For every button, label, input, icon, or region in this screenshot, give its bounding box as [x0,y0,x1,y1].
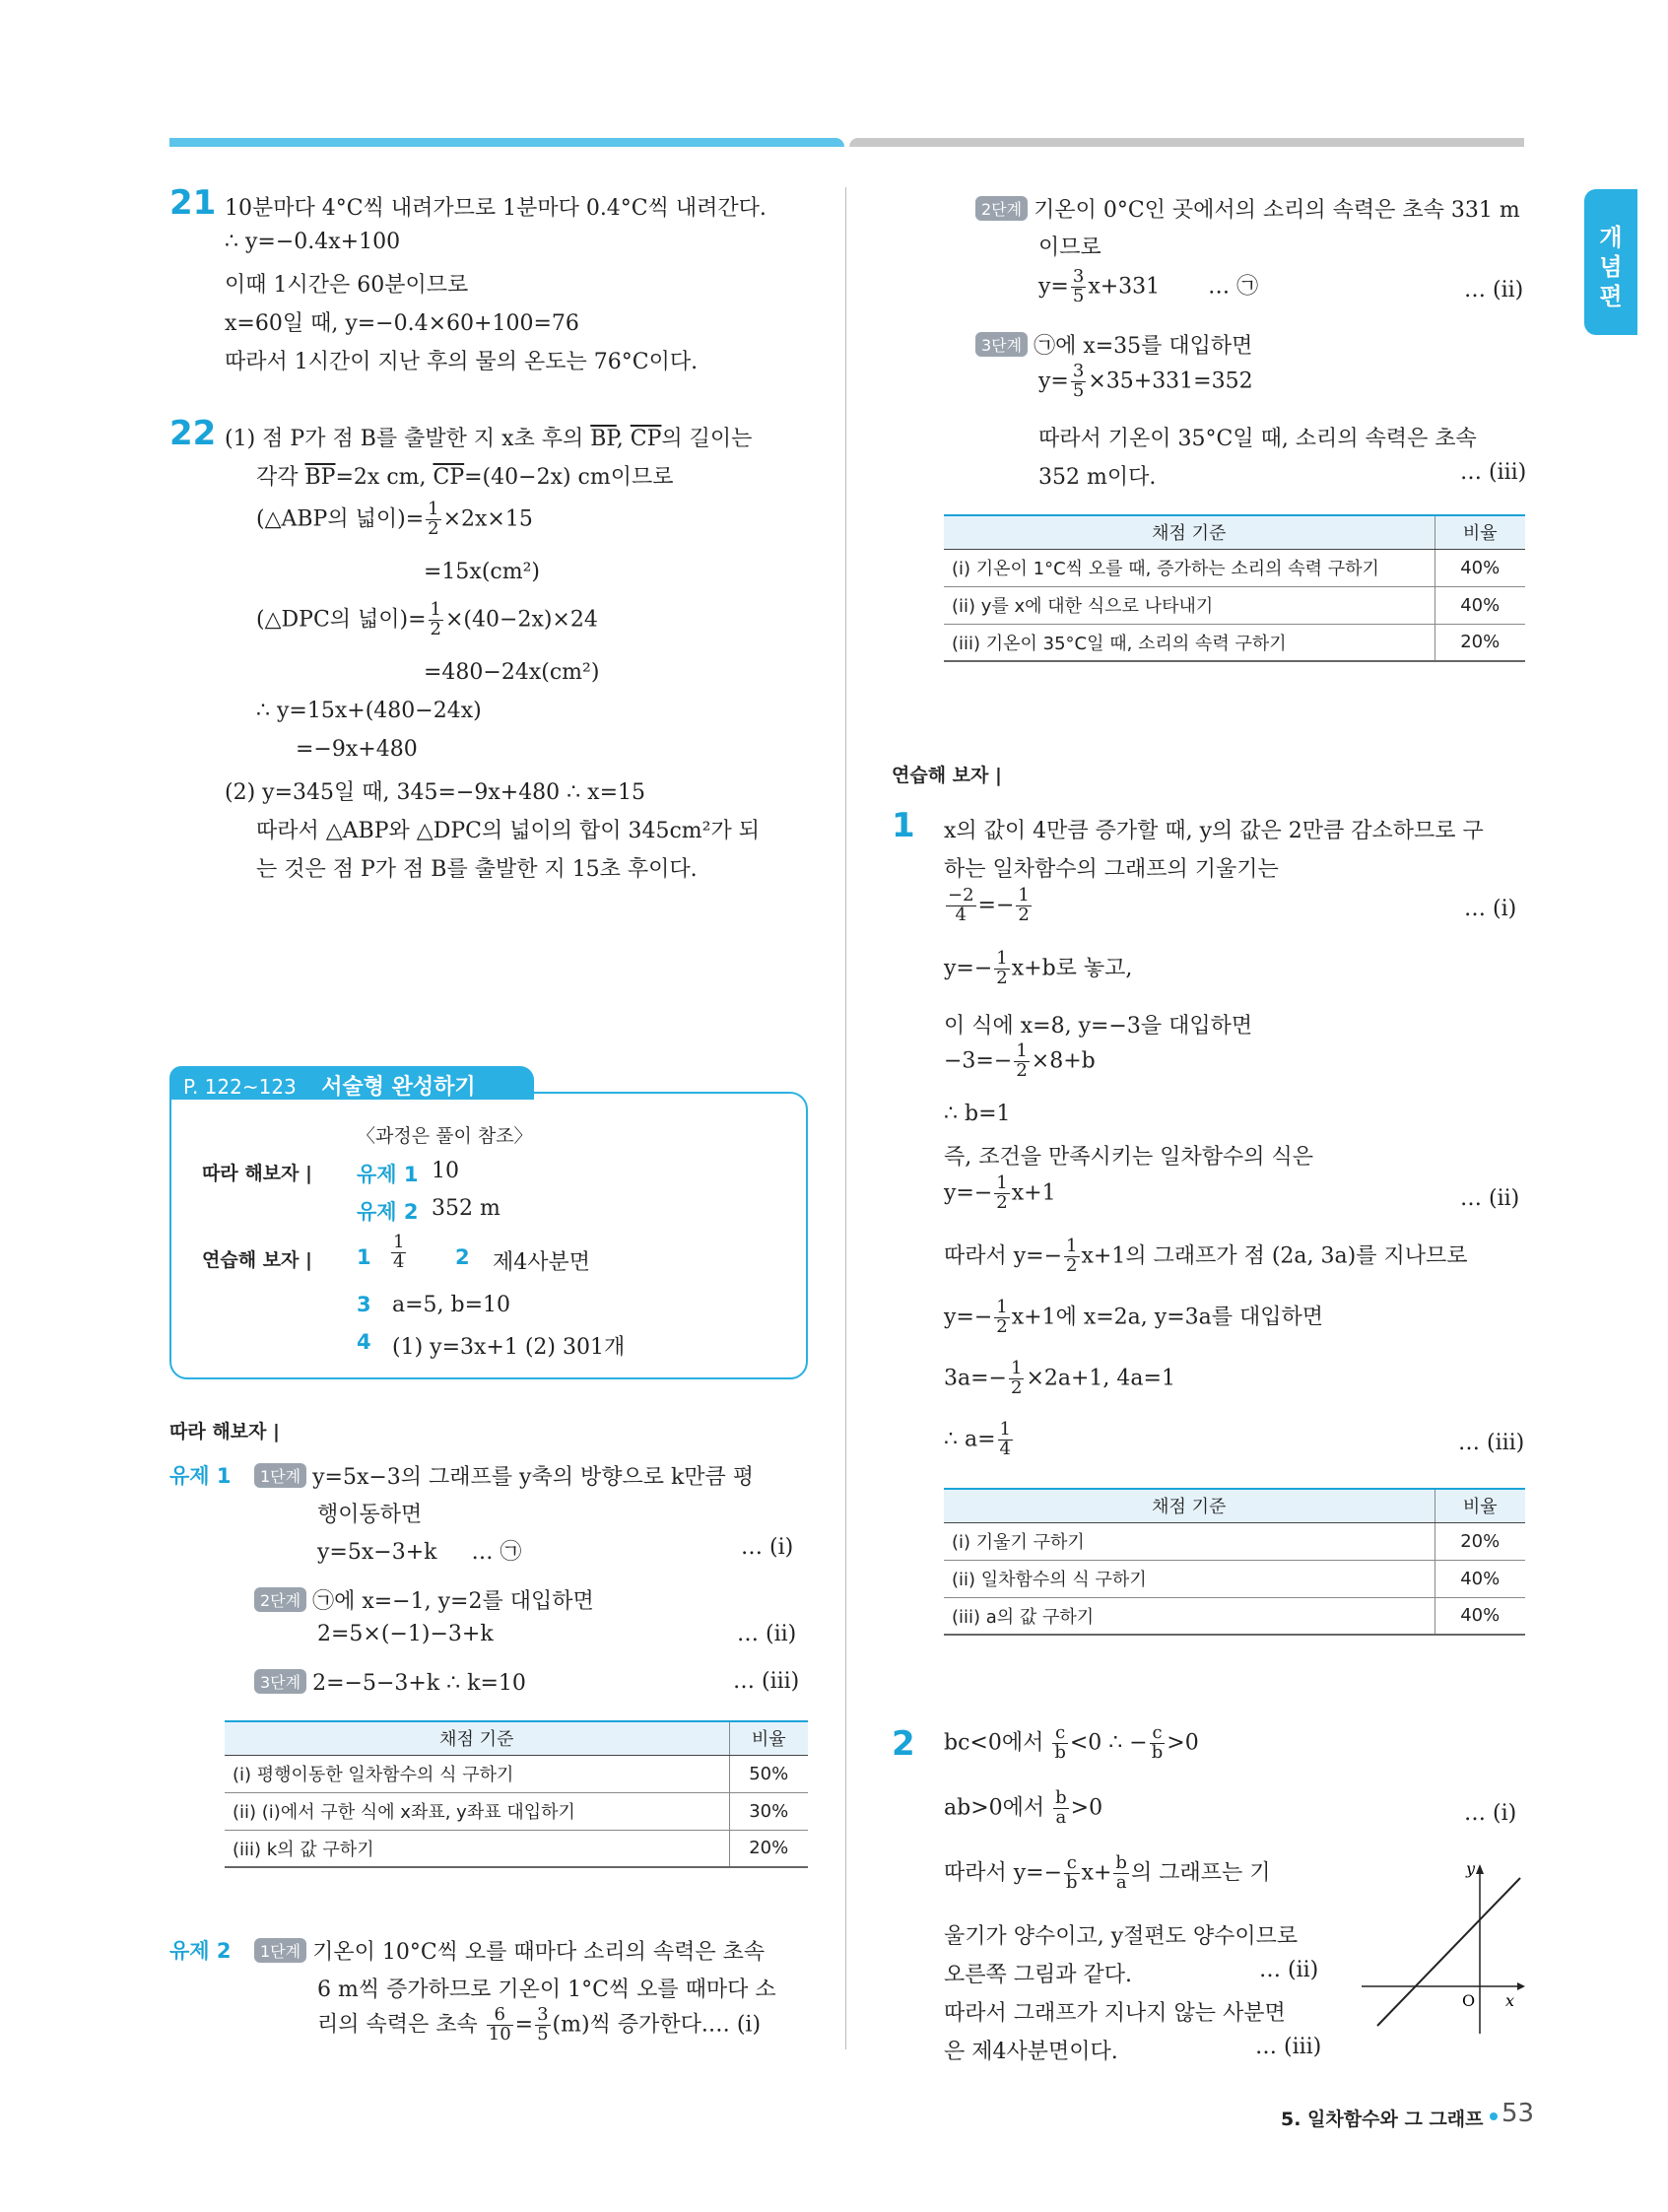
frac-num: 1 [428,499,439,519]
frac-den: 4 [393,1250,405,1272]
ex2-c2: (m)씩 증가한다. [552,2012,708,2038]
p21-line2: ∴ y=−0.4x+100 [225,230,401,254]
x-axis-label: x [1505,1991,1515,2010]
table2-cell: (ii) y를 x에 대한 식으로 나타내기 [944,586,1434,624]
pr-a11 [944,1299,1323,1337]
p22-l2a: 각각 [256,465,305,490]
p21-line3: 이때 1시간은 60분이므로 [225,273,469,298]
box-ex2-value: 352 m [432,1196,500,1221]
x-axis-arrow [1517,1982,1525,1990]
p22-l5b: ×(40−2x)×24 [445,607,598,633]
frac-den: 2 [428,517,439,539]
pr-b3c: 의 그래프는 기 [1130,1860,1271,1886]
frac-num: 1 [1066,1236,1078,1256]
footer-chapter: 5. 일차함수와 그 그래프 [1281,2109,1484,2130]
frac-num: 1 [996,1297,1008,1317]
ex2-label: 유제 2 [169,1939,232,1963]
box-item1-value [389,1234,408,1272]
box-item4-value: (1) y=3x+1 (2) 301개 [392,1335,626,1360]
ex1-s2a: ㉠에 x=−1, y=2를 대입하면 [312,1589,594,1614]
pr-b3 [944,1854,1270,1893]
ex1-step3-line [254,1669,526,1696]
ex1-mark2: … (ii) [737,1622,797,1646]
frac-den: a [1115,1871,1127,1893]
pr-a9 [944,1174,1056,1213]
right-r1: 기온이 0°C인 곳에서의 소리의 속력은 초속 331 m [1034,198,1520,223]
ex1-s1c [317,1535,521,1566]
pr-b2b: >0 [1070,1795,1103,1821]
ex1-eq-tag: … ㉠ [471,1540,522,1565]
pr-a9a: y=− [944,1180,993,1206]
ex1-eq: y=5x−3+k [317,1540,437,1565]
pr-b1 [944,1724,1199,1763]
right-r2: 이므로 [1038,235,1101,260]
pr-b-mark-ii: … (ii) [1259,1958,1319,1982]
column-divider [845,187,846,2049]
practice-1-number: 1 [892,806,915,845]
p21-line5: 따라서 1시간이 지난 후의 물의 온도는 76°C이다. [225,350,699,374]
frac-num: c [1064,1854,1080,1874]
table1-cell: (iii) k의 값 구하기 [225,1830,729,1867]
pr-mark-ii: … (ii) [1460,1186,1520,1211]
box-follow-label: 따라 해보자 | [202,1163,312,1184]
frac-den: 2 [996,1315,1008,1337]
table-row [944,586,1525,624]
line-graph [1358,1860,1525,2038]
table1-header-criteria: 채점 기준 [225,1721,729,1755]
box-ex2: 유제 2 [357,1200,419,1224]
table-row [944,1522,1525,1560]
frac-den: 2 [1016,1059,1028,1081]
box-ex1-value: 10 [432,1159,459,1183]
p22-l5a: (△DPC의 넓이)= [256,607,427,633]
table-row [944,1560,1525,1597]
box-item2: 2 [455,1245,470,1269]
frac-num: −2 [948,885,974,905]
box-ex1: 유제 1 [357,1163,419,1186]
frac-den: 2 [996,1191,1008,1213]
pr-a4b: x+b로 놓고, [1011,956,1133,981]
p22-comma: , [616,427,631,451]
p22-l1b: 의 길이는 [661,427,753,451]
pr-a13 [944,1421,1015,1459]
step1-badge: 1단계 [254,1463,306,1488]
frac-den: 5 [1072,379,1085,401]
problem-22-number: 22 [169,414,217,453]
step3-badge: 3단계 [975,332,1028,357]
segment-bp: $\overline{BP}$ [590,427,617,451]
table2-cell: 40% [1434,586,1525,624]
right-r3b: x+331 [1088,274,1161,300]
right-r5a: y= [1038,369,1069,394]
right-mark3: … (iii) [1460,460,1527,485]
table1-header-ratio: 비율 [729,1721,808,1755]
frac-num: 1 [1018,885,1030,905]
frac-den: 10 [488,2023,511,2044]
frac-den: 5 [537,2023,549,2044]
pr-b1a: bc<0에서 [944,1730,1051,1756]
pr-b3a: 따라서 y=− [944,1860,1063,1886]
table-row [225,1792,808,1830]
table2-header-criteria: 채점 기준 [944,515,1434,549]
frac-num: 1 [996,1173,1008,1193]
follow-heading: 따라 해보자 | [169,1421,280,1442]
pr-a6a: −3=− [944,1048,1013,1074]
frac-num: 3 [1072,266,1085,287]
table-row [944,624,1525,661]
grading-table-1 [225,1720,808,1868]
right-step3-line [975,329,1252,360]
frac-den: 4 [999,1438,1011,1459]
pr-a10b: x+1의 그래프가 점 (2a, 3a)를 지나므로 [1081,1243,1468,1269]
pr-a12a: 3a=− [944,1366,1007,1391]
y-axis-label: y [1466,1860,1476,1878]
pr-a1: x의 값이 4만큼 증가할 때, y의 값은 2만큼 감소하므로 구 [944,819,1484,843]
ex1-mark1: … (i) [741,1535,794,1560]
pr-a3 [944,887,1034,925]
table3-cell: 40% [1434,1597,1525,1635]
table2-header-ratio: 비율 [1434,515,1525,549]
frac-den: b [1151,1741,1164,1763]
p22-line6: =480−24x(cm²) [424,660,600,685]
p22-line11: 는 것은 점 P가 점 B를 출발한 지 15초 후이다. [256,857,698,882]
header-bar-right [849,138,1524,147]
table1-cell: 30% [729,1792,808,1830]
pr-a11a: y=− [944,1305,993,1330]
right-mark2: … (ii) [1464,278,1524,302]
box-item2-value: 제4사분면 [493,1250,591,1275]
pr-b-mark-iii: … (iii) [1255,2035,1322,2059]
p22-line3 [256,501,533,539]
frac-num: 6 [487,2006,513,2026]
box-header-tab [169,1066,534,1100]
origin-label: O [1462,1991,1476,2010]
fraction-half [429,601,443,639]
ex2-a: 기온이 10°C씩 오를 때마다 소리의 속력은 초속 [312,1940,766,1965]
pr-b-mark-i: … (i) [1464,1801,1517,1826]
ex1-step2-line [254,1584,594,1615]
ex1-s3a: 2=−5−3+k ∴ k=10 [312,1671,526,1696]
table3-header-criteria: 채점 기준 [944,1489,1434,1522]
frac-num: b [1115,1852,1127,1873]
ex2-line1 [254,1935,765,1966]
ex1-s2b: 2=5×(−1)−3+k [317,1622,494,1646]
table2-cell: 20% [1434,624,1525,661]
pr-b1c: >0 [1167,1730,1199,1756]
table2-cell: 40% [1434,549,1525,586]
step2-badge: 2단계 [254,1587,306,1612]
ex2-mark: … (i) [707,2012,762,2038]
table3-header-ratio: 비율 [1434,1489,1525,1522]
box-item3-value: a=5, b=10 [392,1293,511,1317]
right-eq-tag: … ㉠ [1208,274,1259,300]
frac-den: 2 [1010,1376,1023,1398]
pr-a2: 하는 일차함수의 그래프의 기울기는 [944,857,1279,882]
ex2-line3: 리의 속력은 초속 $\frac{6}{10}$ = $\frac{3}{5}$ (m)씩 증가한다.… (i) [317,2004,762,2044]
table-row [944,549,1525,586]
table-row [225,1755,808,1792]
frac-num: 1 [996,948,1008,969]
header-bar-left [169,138,844,147]
table1-cell: 50% [729,1755,808,1792]
p22-line2 [256,460,674,491]
ex2-line2: 6 m씩 증가하므로 기온이 1°C씩 오를 때마다 소 [317,1977,776,2002]
p22-l2b: =2x cm, [335,465,434,490]
ex2-c1: 리의 속력은 초속 [317,2012,485,2038]
right-r5 [1038,363,1253,401]
right-r3a: y= [1038,274,1069,300]
pr-a8: 즉, 조건을 만족시키는 일차함수의 식은 [944,1145,1313,1170]
pr-a6 [944,1042,1096,1081]
pr-mark-i: … (i) [1464,897,1517,921]
frac-num: b [1055,1787,1067,1808]
table3-cell: (ii) 일차함수의 식 구하기 [944,1560,1434,1597]
frac-den: 2 [430,618,441,639]
frac-den: 2 [1018,904,1030,925]
pr-b4: 울기가 양수이고, y절편도 양수이므로 [944,1924,1299,1949]
page-number: 53 [1501,2099,1535,2128]
p22-l2c: =(40−2x) cm이므로 [464,465,674,490]
pr-a7: ∴ b=1 [944,1102,1011,1126]
frac-num: 3 [1072,361,1085,381]
side-tab-label: 개념편 [1599,224,1623,310]
table3-cell: 20% [1434,1522,1525,1560]
frac-den: 2 [996,967,1008,988]
pr-b5-text: 오른쪽 그림과 같다. [944,1963,1132,1987]
table1-cell: (i) 평행이동한 일차함수의 식 구하기 [225,1755,729,1792]
pr-a9b: x+1 [1011,1180,1056,1206]
frac-den: 5 [1072,285,1085,306]
step3-badge: 3단계 [254,1669,306,1694]
pr-b3b: x+ [1081,1860,1112,1886]
pr-a4 [944,950,1132,988]
frac-num: 1 [430,599,441,620]
frac-den: b [1054,1741,1066,1763]
pr-a12 [944,1360,1175,1398]
frac-num: 1 [1010,1358,1023,1378]
p22-line1 [225,422,752,452]
p22-line5 [256,601,598,639]
table3-cell: (iii) a의 값 구하기 [944,1597,1434,1635]
pr-mark-iii: … (iii) [1458,1431,1525,1455]
grading-table-2 [944,514,1525,662]
box-title: 서술형 완성하기 [321,1075,476,1100]
frac-num: 1 [1016,1040,1028,1061]
p22-line10: 따라서 △ABP와 △DPC의 넓이의 합이 345cm²가 되 [256,819,760,843]
p22-l3a: (△ABP의 넓이)= [256,506,425,532]
table1-cell: 20% [729,1830,808,1867]
box-pages: P. 122~123 [183,1075,297,1099]
frac-num: 1 [999,1419,1011,1440]
ex1-label: 유제 1 [169,1464,232,1488]
table2-cell: (i) 기온이 1°C씩 오를 때, 증가하는 소리의 속력 구하기 [944,549,1434,586]
ex1-step1-line [254,1460,754,1491]
right-r3 [1038,268,1258,306]
pr-a5: 이 식에 x=8, y=−3을 대입하면 [944,1014,1253,1039]
box-item1: 1 [357,1245,371,1269]
p22-l1a: (1) 점 P가 점 B를 출발한 지 x초 후의 [225,427,591,451]
right-step2-line [975,193,1520,224]
box-practice-label: 연습해 보자 | [202,1249,312,1271]
pr-b1b: <0 ∴ − [1069,1730,1148,1756]
pr-b5 [944,1958,1132,1988]
box-note: 〈과정은 풀이 참조〉 [357,1125,533,1147]
table-row [944,1597,1525,1635]
p22-line7: ∴ y=15x+(480−24x) [256,699,482,723]
frac-num: 3 [537,2004,549,2025]
right-r4: ㉠에 x=35를 대입하면 [1034,334,1253,359]
table1-cell: (ii) (i)에서 구한 식에 x좌표, y좌표 대입하기 [225,1792,729,1830]
ex1-s1a: y=5x−3의 그래프를 y축의 방향으로 k만큼 평 [312,1465,755,1490]
table2-cell: (iii) 기온이 35°C일 때, 소리의 속력 구하기 [944,624,1434,661]
p22-l3b: ×2x×15 [442,506,533,532]
frac-den: 4 [955,904,967,925]
pr-a12b: ×2a+1, 4a=1 [1026,1366,1175,1391]
ex1-s1b: 행이동하면 [317,1503,423,1527]
p22-line8: =−9x+480 [296,737,418,762]
right-r6: 따라서 기온이 35°C일 때, 소리의 속력은 초속 [1038,427,1477,451]
pr-a6b: ×8+b [1031,1048,1096,1074]
segment-bp-2: $\overline{BP}$ [304,465,336,490]
pr-b2a: ab>0에서 [944,1795,1052,1821]
footer-dot [1490,2112,1498,2120]
practice-2-number: 2 [892,1724,915,1764]
pr-eq: =− [977,893,1015,918]
p21-line1: 10분마다 4°C씩 내려가므로 1분마다 0.4°C씩 내려간다. [225,196,767,221]
box-item3: 3 [357,1293,371,1316]
problem-21-number: 21 [169,183,217,223]
table3-cell: 40% [1434,1560,1525,1597]
frac-den: a [1055,1806,1067,1828]
frac-num: c [1150,1724,1166,1744]
frac-den: 2 [1066,1254,1078,1276]
right-r7: 352 m이다. [1038,465,1157,490]
pr-b7: 은 제4사분면이다. [944,2040,1118,2064]
y-axis-arrow [1476,1864,1484,1874]
pr-a13a: ∴ a= [944,1427,996,1452]
p21-line4: x=60일 때, y=−0.4×60+100=76 [225,311,579,336]
pr-a10 [944,1238,1467,1276]
frac-den: b [1066,1871,1078,1893]
step2-badge: 2단계 [975,196,1028,221]
fraction-half [426,501,440,539]
frac-num: c [1052,1724,1068,1744]
pr-b2 [944,1789,1102,1828]
pr-a11b: x+1에 x=2a, y=3a를 대입하면 [1011,1305,1324,1330]
box-item4: 4 [357,1330,371,1354]
frac-num: 1 [393,1232,405,1252]
side-tab[interactable] [1584,189,1637,335]
pr-a10a: 따라서 y=− [944,1243,1063,1269]
p22-line9: (2) y=345일 때, 345=−9x+480 ∴ x=15 [225,780,645,805]
ex1-mark3: … (iii) [733,1669,800,1694]
segment-cp-2: $\overline{CP}$ [433,465,465,490]
table3-cell: (i) 기울기 구하기 [944,1522,1434,1560]
right-r5b: ×35+331=352 [1088,369,1253,394]
segment-cp: $\overline{CP}$ [630,427,662,451]
graph-line [1377,1878,1520,2026]
pr-b6: 따라서 그래프가 지나지 않는 사분면 [944,2001,1286,2026]
practice-heading: 연습해 보자 | [892,765,1002,786]
pr-a4a: y=− [944,956,993,981]
table-row [225,1830,808,1867]
step1-badge: 1단계 [254,1938,306,1963]
grading-table-3 [944,1488,1525,1636]
p22-line4: =15x(cm²) [424,560,541,584]
